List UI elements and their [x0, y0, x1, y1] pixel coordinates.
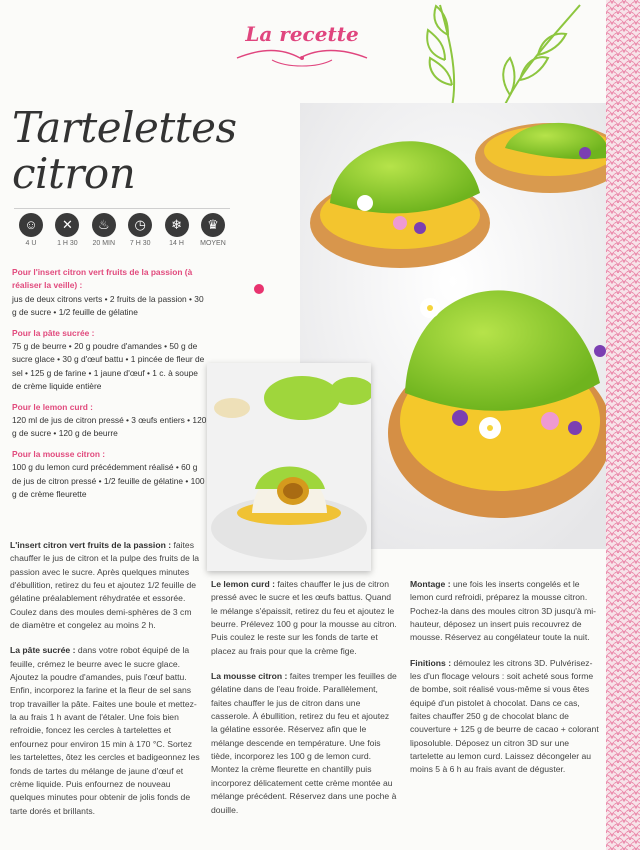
tartelette-cut-photo [207, 363, 371, 571]
step-title: Finitions : [410, 657, 452, 668]
flame-icon: ♨ [92, 213, 116, 237]
method-column-2 [211, 578, 397, 829]
accent-dot [254, 284, 264, 294]
step-mousse [211, 670, 397, 817]
ingredient-text: 100 g du lemon curd précédemment réalisé • 60 g de jus de citron pressé • 1/2 feuille de gélatine • 100 g de crème fleurette [12, 462, 205, 500]
meta-prep-time [50, 213, 84, 247]
step-title: Montage : [410, 579, 451, 589]
method-column-3 [410, 578, 602, 789]
step-text: faites chauffer le jus de citron et la pulpe des fruits de la passion avec le sucre. Après quelques minutes d'ébullition, retirez du feu et ajoutez 1/2 feuille de gélatine préalablement réhydratée et essorée. Coulez dans des moules demi-sphères de 3 cm de diamètre et congelez au moins 2 h. [10, 540, 200, 631]
title-line-2: citron [12, 149, 136, 198]
ingredient-heading: Pour la pâte sucrée : [12, 327, 95, 338]
ingredient-heading: Pour l'insert citron vert fruits de la passion (à réaliser la veille) : [12, 267, 193, 291]
meta-rest-time [123, 213, 157, 247]
title-line-1: Tartelettes [12, 103, 237, 152]
step-title: La mousse citron : [211, 671, 288, 682]
meta-servings [14, 213, 48, 247]
step-text: dans votre robot équipé de la feuille, crémez le beurre avec le sucre glace. Ajoutez la poudre d'amandes, puis l'œuf battu. Enfin, incorporez la farine et la fleur de sel sans trop travailler la pâte. Faites une boule et mettez-la au frais 1 h avant de l'étaler. Une fois bien refroidie, foncez les cercles à tartelettes et enfournez pour environ 15 min à 170 °C. Sortez les tartelettes, ôtez les cercles et badigeonnez les fonds de tartes du mélange de jaune d'œuf et crème liquide. Puis enfournez de nouveau quelques minutes pour obtenir de jolis fonds de tarte dorés et brillants. [10, 645, 200, 816]
snowflake-icon: ❄ [165, 213, 189, 237]
ingredient-text: 120 ml de jus de citron pressé • 3 œufs entiers • 120 g de sucre • 120 g de beurre [12, 415, 207, 439]
step-title: La pâte sucrée : [10, 645, 76, 656]
step-insert [10, 539, 200, 632]
step-title: Le lemon curd : [211, 579, 275, 589]
meta-value: 20 MIN [92, 240, 116, 247]
ingredient-heading: Pour la mousse citron : [12, 448, 106, 459]
ingredient-heading: Pour le lemon curd : [12, 401, 93, 412]
side-pattern-strip [606, 0, 640, 850]
recipe-title [12, 105, 237, 197]
meta-cook-time [87, 213, 121, 247]
step-curd [211, 578, 397, 658]
step-text: démoulez les citrons 3D. Pulvérisez-les d'un flocage velours : soit acheté sous forme de bombe, soit réalisé vous-même si vous êtes équipé d'un pistolet à chocolat. Dans ce cas, faites chauffer 250 g de chocolat blanc de couverture + 125 g de beurre de cacao + colorant liposoluble. Déposez un citron 3D sur une tartelette au lemon curd. Laissez décongeler au moins 5 à 6 h au frais avant de déguster. [410, 657, 599, 775]
meta-value: MOYEN [200, 240, 226, 247]
method-column-1 [10, 539, 200, 830]
ingredient-text: 75 g de beurre • 20 g poudre d'amandes • 50 g de sucre glace • 30 g d'œuf battu • 1 pincée de fleur de sel • 125 g de farine • 1 jaune d'œuf • 1 c. à soupe de crème liquide entière [12, 341, 205, 392]
step-montage [410, 578, 602, 645]
ornament-swirl [232, 46, 372, 68]
meta-value: 14 H [169, 240, 184, 247]
meta-freeze-time [160, 213, 194, 247]
step-text: faites tremper les feuilles de gélatine dans de l'eau froide. Parallèlement, faites chauffer le jus de citron dans une casserole. À ébullition, retirez du feu et ajoutez la gélatine essorée. Réservez afin que le mélange descende en température. Une fois tiède, incorporez les 100 g de lemon curd. Montez la crème fleurette en chantilly puis incorporez délicatement cette crème montée au mélange précédent. Réservez dans une poche à douille. [211, 671, 397, 815]
ingredients-list [12, 266, 208, 509]
step-title: L'insert citron vert fruits de la passion : [10, 540, 172, 550]
meta-difficulty [196, 213, 230, 247]
utensils-icon: ✕ [55, 213, 79, 237]
people-icon: ☺ [19, 213, 43, 237]
ingredient-text: jus de deux citrons verts • 2 fruits de la passion • 30 g de sucre • 1/2 feuille de gélatine [12, 293, 204, 318]
recipe-meta-row [14, 208, 230, 247]
meta-value: 1 H 30 [57, 240, 78, 247]
step-text: faites chauffer le jus de citron pressé avec le sucre et les œufs battus. Quand le mélange s'épaissit, retirez du feu et ajoutez le beurre. Prélevez 100 g pour la mousse au citron. Puis coulez le reste sur les fonds de tarte et placez au frais pour que la crème fige. [211, 579, 397, 656]
chef-hat-icon: ♛ [201, 213, 225, 237]
step-text: une fois les inserts congelés et le lemon curd refroidi, préparez la mousse citron. Pochez-la dans des moules citron 3D jusqu'à mi-hauteur, déposez un insert puis recouvrez de mousse. Réservez au congélateur toute la nuit. [410, 579, 597, 643]
step-pate [10, 644, 200, 817]
herb-sprig-illustration [420, 0, 600, 120]
section-label: La recette [245, 22, 359, 46]
clock-icon: ◷ [128, 213, 152, 237]
step-finitions [410, 657, 602, 777]
section-header [232, 22, 372, 68]
meta-value: 7 H 30 [129, 240, 151, 247]
meta-value: 4 U [25, 240, 37, 247]
